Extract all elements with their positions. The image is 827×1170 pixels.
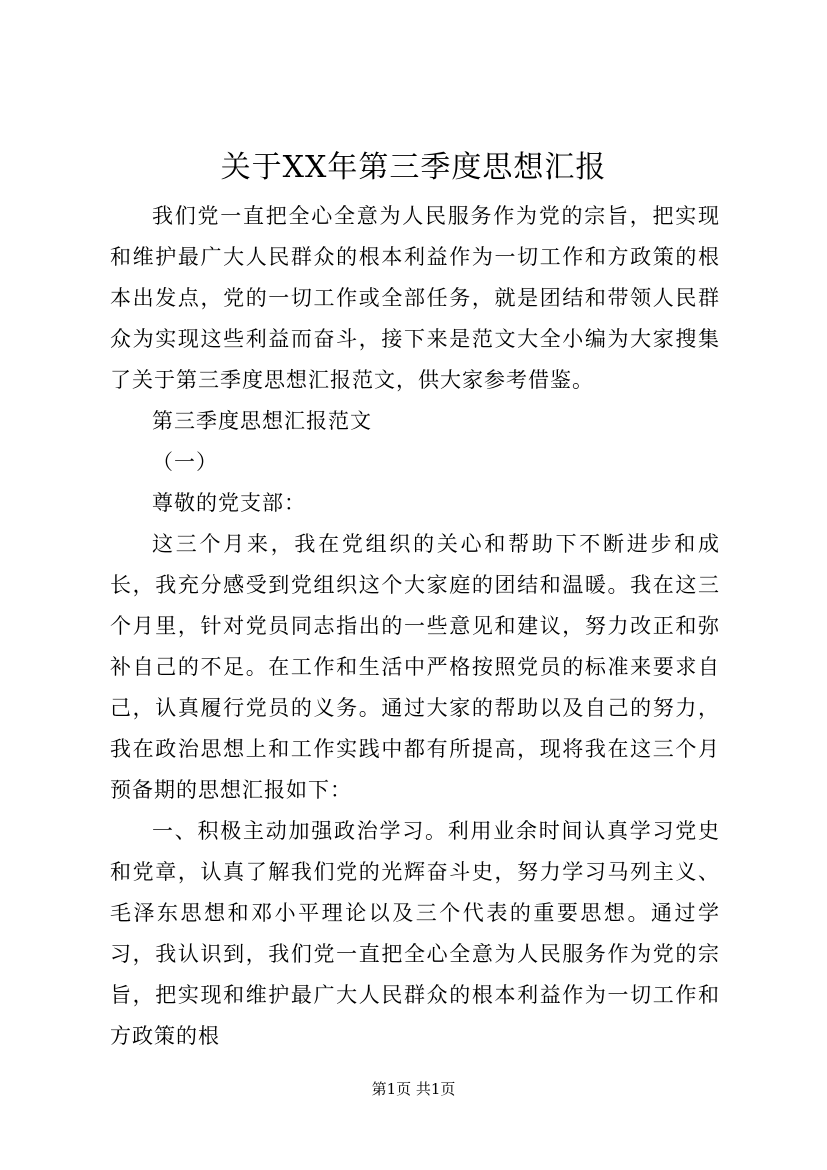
paragraph-body-1: 这三个月来，我在党组织的关心和帮助下不断进步和成长，我充分感受到党组织这个大家庭的团结和温暖。我在这三个月里，针对党员同志指出的一些意见和建议，努力改正和弥补自己的不足。在工作和生活中严格按照党员的标准来要求自己，认真履行党员的义务。通过大家的帮助以及自己的努力，我在政治思想上和工作实践中都有所提高，现将我在这三个月预备期的思想汇报如下： — [110, 532, 720, 802]
paragraph-section-number: （一） — [152, 450, 218, 474]
paragraph-salutation: 尊敬的党支部： — [152, 491, 306, 515]
page-footer: 第1页 共1页 — [371, 1080, 456, 1098]
paragraph-body-2: 一、积极主动加强政治学习。利用业余时间认真学习党史和党章，认真了解我们党的光辉奋斗史，努力学习马列主义、毛泽东思想和邓小平理论以及三个代表的重要思想。通过学习，我认识到，我们党一直把全心全意为人民服务作为党的宗旨，把实现和维护最广大人民群众的根本利益作为一切工作和方政策的根 — [110, 819, 720, 1048]
document-body — [110, 196, 720, 1057]
paragraph-intro: 我们党一直把全心全意为人民服务作为党的宗旨，把实现和维护最广大人民群众的根本利益作为一切工作和方政策的根本出发点，党的一切工作或全部任务，就是团结和带领人民群众为实现这些利益而奋斗，接下来是范文大全小编为大家搜集了关于第三季度思想汇报范文，供大家参考借鉴。 — [110, 204, 720, 392]
paragraph-subtitle: 第三季度思想汇报范文 — [152, 409, 372, 433]
document-title: 关于XX年第三季度思想汇报 — [220, 150, 607, 185]
